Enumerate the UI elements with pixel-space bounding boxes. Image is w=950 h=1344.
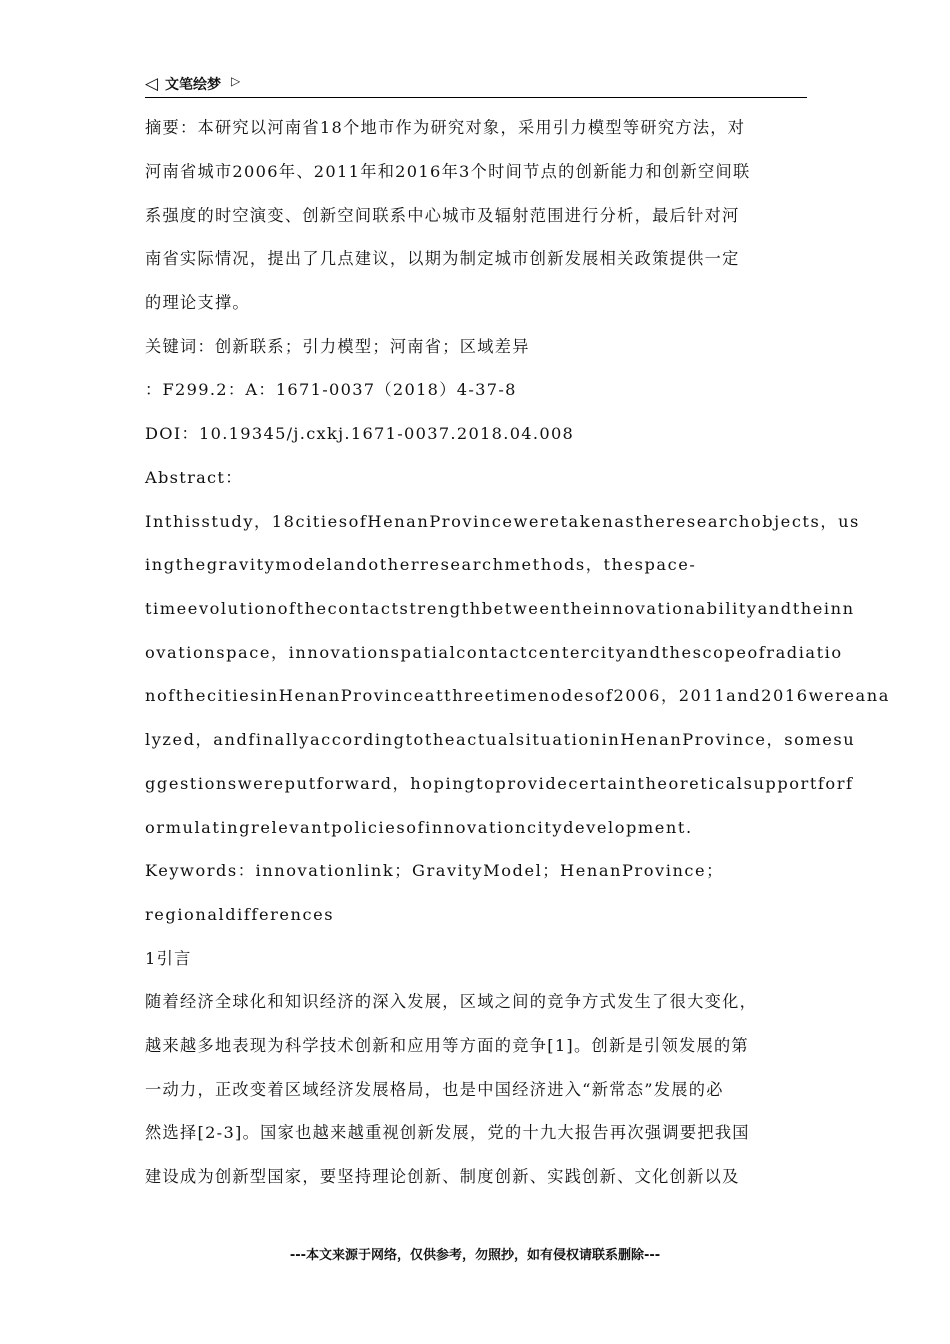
abstract-en-line-5: nofthecitiesinHenanProvinceatthreetimenodesof2006，2011and2016wereana [145,686,890,705]
abstract-en-line-3: timeevolutionofthecontactstrengthbetweentheinnovationabilityandtheinn [145,599,855,618]
keywords-en-line-2: regionaldifferences [145,905,335,924]
doi: DOI：10.19345/j.cxkj.1671-0037.2018.04.008 [145,424,575,443]
header-divider [145,97,807,98]
abstract-en-line-8: ormulatingrelevantpoliciesofinnovationcitydevelopment. [145,818,693,837]
left-triangle-icon: ◁ [145,74,159,94]
abstract-cn-line-3: 系强度的时空演变、创新空间联系中心城市及辐射范围进行分析，最后针对河 [145,206,740,225]
abstract-en-heading: Abstract： [145,468,243,487]
body-line-3: 一动力，正改变着区域经济发展格局，也是中国经济进入“新常态”发展的必 [145,1080,724,1099]
abstract-cn-line-4: 南省实际情况，提出了几点建议，以期为制定城市创新发展相关政策提供一定 [145,249,740,268]
body-line-5: 建设成为创新型国家，要坚持理论创新、制度创新、实践创新、文化创新以及 [145,1167,740,1186]
page-header [145,74,807,98]
abstract-cn-line-2: 河南省城市2006年、2011年和2016年3个时间节点的创新能力和创新空间联 [145,162,751,181]
abstract-en-line-1: Inthisstudy，18citiesofHenanProvinceweretakenastheresearchobjects，us [145,512,860,531]
abstract-cn-line-1: 摘要：本研究以河南省18个地市作为研究对象，采用引力模型等研究方法，对 [145,118,746,137]
section-heading-introduction: 1引言 [145,949,192,968]
abstract-en-line-2: ingthegravitymodelandotherresearchmethods，thespace- [145,555,697,574]
abstract-en-line-6: lyzed，andfinallyaccordingtotheactualsituationinHenanProvince，somesu [145,730,856,749]
body-line-4: 然选择[2-3]。国家也越来越重视创新发展，党的十九大报告再次强调要把我国 [145,1123,750,1142]
footer-disclaimer: ---本文来源于网络，仅供参考，勿照抄，如有侵权请联系删除--- [289,1248,661,1263]
keywords-en-line-1: Keywords：innovationlink；GravityModel；HenanProvince； [145,861,724,880]
abstract-cn-line-5: 的理论支撑。 [145,293,250,312]
classification-code: ：F299.2：A：1671-0037（2018）4-37-8 [145,380,517,399]
keywords-cn: 关键词：创新联系；引力模型；河南省；区域差异 [145,337,530,356]
abstract-en-line-7: ggestionswereputforward，hopingtoprovidecertaintheoreticalsupportforf [145,774,854,793]
header-title: 文笔绘梦 [165,77,221,93]
body-line-2: 越来越多地表现为科学技术创新和应用等方面的竞争[1]。创新是引领发展的第 [145,1036,749,1055]
abstract-en-line-4: ovationspace，innovationspatialcontactcentercityandthescopeofradiatio [145,643,843,662]
right-triangle-icon: ▷ [231,74,241,88]
body-line-1: 随着经济全球化和知识经济的深入发展，区域之间的竞争方式发生了很大变化， [145,992,758,1011]
